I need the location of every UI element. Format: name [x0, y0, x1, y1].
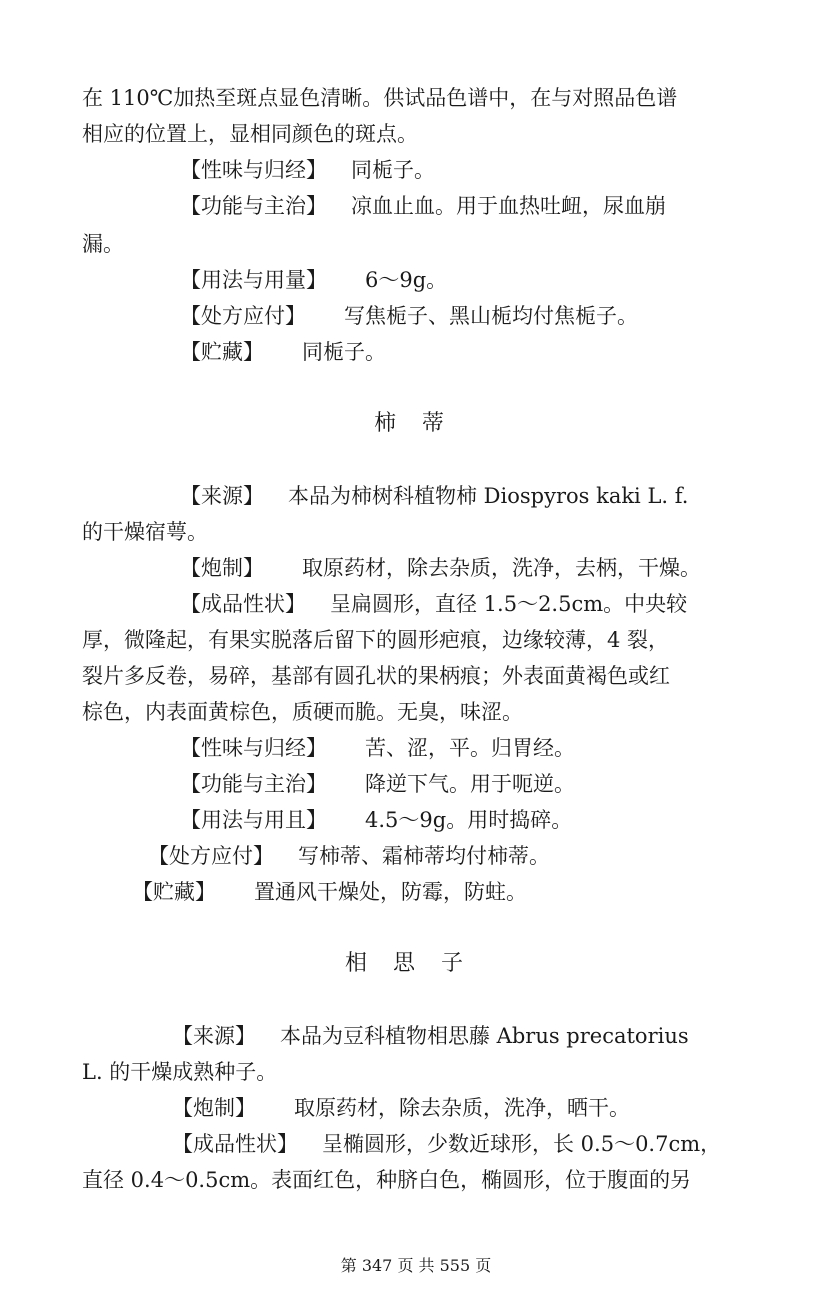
section-title-xiangsizi: 相思子: [345, 951, 490, 976]
entry-zhucang: [180, 342, 386, 363]
entry-label: 【来源】: [172, 1024, 256, 1048]
entry-value: 苦、涩，平。归胃经。: [365, 736, 575, 760]
entry-chufang: [148, 846, 550, 867]
entry-value: 凉血止血。用于血热吐衄，尿血崩: [351, 194, 666, 218]
body-text-line: 漏。: [82, 232, 124, 256]
entry-value: 取原药材，除去杂质，洗净，去柄，干燥。: [302, 556, 701, 580]
entry-label: 【贮藏】: [180, 340, 264, 364]
body-text-line: 的干燥宿萼。: [82, 520, 208, 544]
entry-value: 呈椭圆形，少数近球形，长 0.5～0.7cm，: [322, 1132, 722, 1156]
entry-yongfa: [180, 270, 447, 291]
entry-yongfa: [180, 810, 572, 831]
entry-gongneng: [180, 196, 666, 217]
entry-value: 本品为豆科植物相思藤 Abrus precatorius: [280, 1024, 689, 1048]
entry-value: 4.5～9g。用时捣碎。: [365, 808, 573, 832]
entry-value: 取原药材，除去杂质，洗净，晒干。: [294, 1096, 630, 1120]
entry-label: 【炮制】: [180, 556, 264, 580]
entry-value: 本品为柿树科植物柿 Diospyros kaki L. f.: [288, 484, 689, 508]
entry-chufang: [180, 306, 638, 327]
entry-label: 【贮藏】: [132, 880, 216, 904]
body-text-line: L. 的干燥成熟种子。: [82, 1060, 278, 1084]
entry-value: 置通风干燥处，防霉，防蛀。: [254, 880, 527, 904]
entry-xingwei: [180, 160, 435, 181]
entry-label: 【成品性状】: [180, 592, 306, 616]
entry-xingzhuang: [172, 1134, 721, 1155]
entry-label: 【成品性状】: [172, 1132, 298, 1156]
entry-label: 【炮制】: [172, 1096, 256, 1120]
body-text-line: 直径 0.4～0.5cm。表面红色，种脐白色，椭圆形，位于腹面的另: [82, 1168, 692, 1192]
entry-value: 降逆下气。用于呃逆。: [365, 772, 575, 796]
entry-label: 【来源】: [180, 484, 264, 508]
entry-xingwei: [180, 738, 575, 759]
entry-label: 【功能与主治】: [180, 194, 327, 218]
entry-label: 【处方应付】: [148, 844, 274, 868]
entry-value: 同栀子。: [302, 340, 386, 364]
page-number-footer: 第 347 页 共 555 页: [340, 1256, 492, 1275]
body-text-line: 相应的位置上，显相同颜色的斑点。: [82, 122, 418, 146]
entry-label: 【性味与归经】: [180, 736, 327, 760]
body-text-line: 在 110℃加热至斑点显色清晰。供试品色谱中，在与对照品色谱: [82, 86, 678, 110]
entry-value: 写柿蒂、霜柿蒂均付柿蒂。: [298, 844, 550, 868]
entry-xingzhuang: [180, 594, 687, 615]
entry-paozhi: [180, 558, 701, 579]
entry-laiyuan: [180, 486, 688, 507]
body-text-line: 厚，微隆起，有果实脱落后留下的圆形疤痕，边缘较薄，4 裂，: [82, 628, 670, 652]
entry-label: 【功能与主治】: [180, 772, 327, 796]
entry-value: 呈扁圆形，直径 1.5～2.5cm。中央较: [330, 592, 688, 616]
body-text-line: 棕色，内表面黄棕色，质硬而脆。无臭，味涩。: [82, 700, 523, 724]
entry-label: 【用法与用且】: [180, 808, 327, 832]
entry-laiyuan: [172, 1026, 689, 1047]
entry-value: 同栀子。: [351, 158, 435, 182]
entry-paozhi: [172, 1098, 630, 1119]
entry-label: 【性味与归经】: [180, 158, 327, 182]
entry-label: 【用法与用量】: [180, 268, 327, 292]
entry-gongneng: [180, 774, 575, 795]
entry-value: 写焦栀子、黑山栀均付焦栀子。: [344, 304, 638, 328]
section-title-shidi: 柿蒂: [374, 411, 471, 436]
entry-zhucang: [132, 882, 527, 903]
entry-label: 【处方应付】: [180, 304, 306, 328]
entry-value: 6～9g。: [365, 268, 448, 292]
body-text-line: 裂片多反卷，易碎，基部有圆孔状的果柄痕；外表面黄褐色或红: [82, 664, 670, 688]
